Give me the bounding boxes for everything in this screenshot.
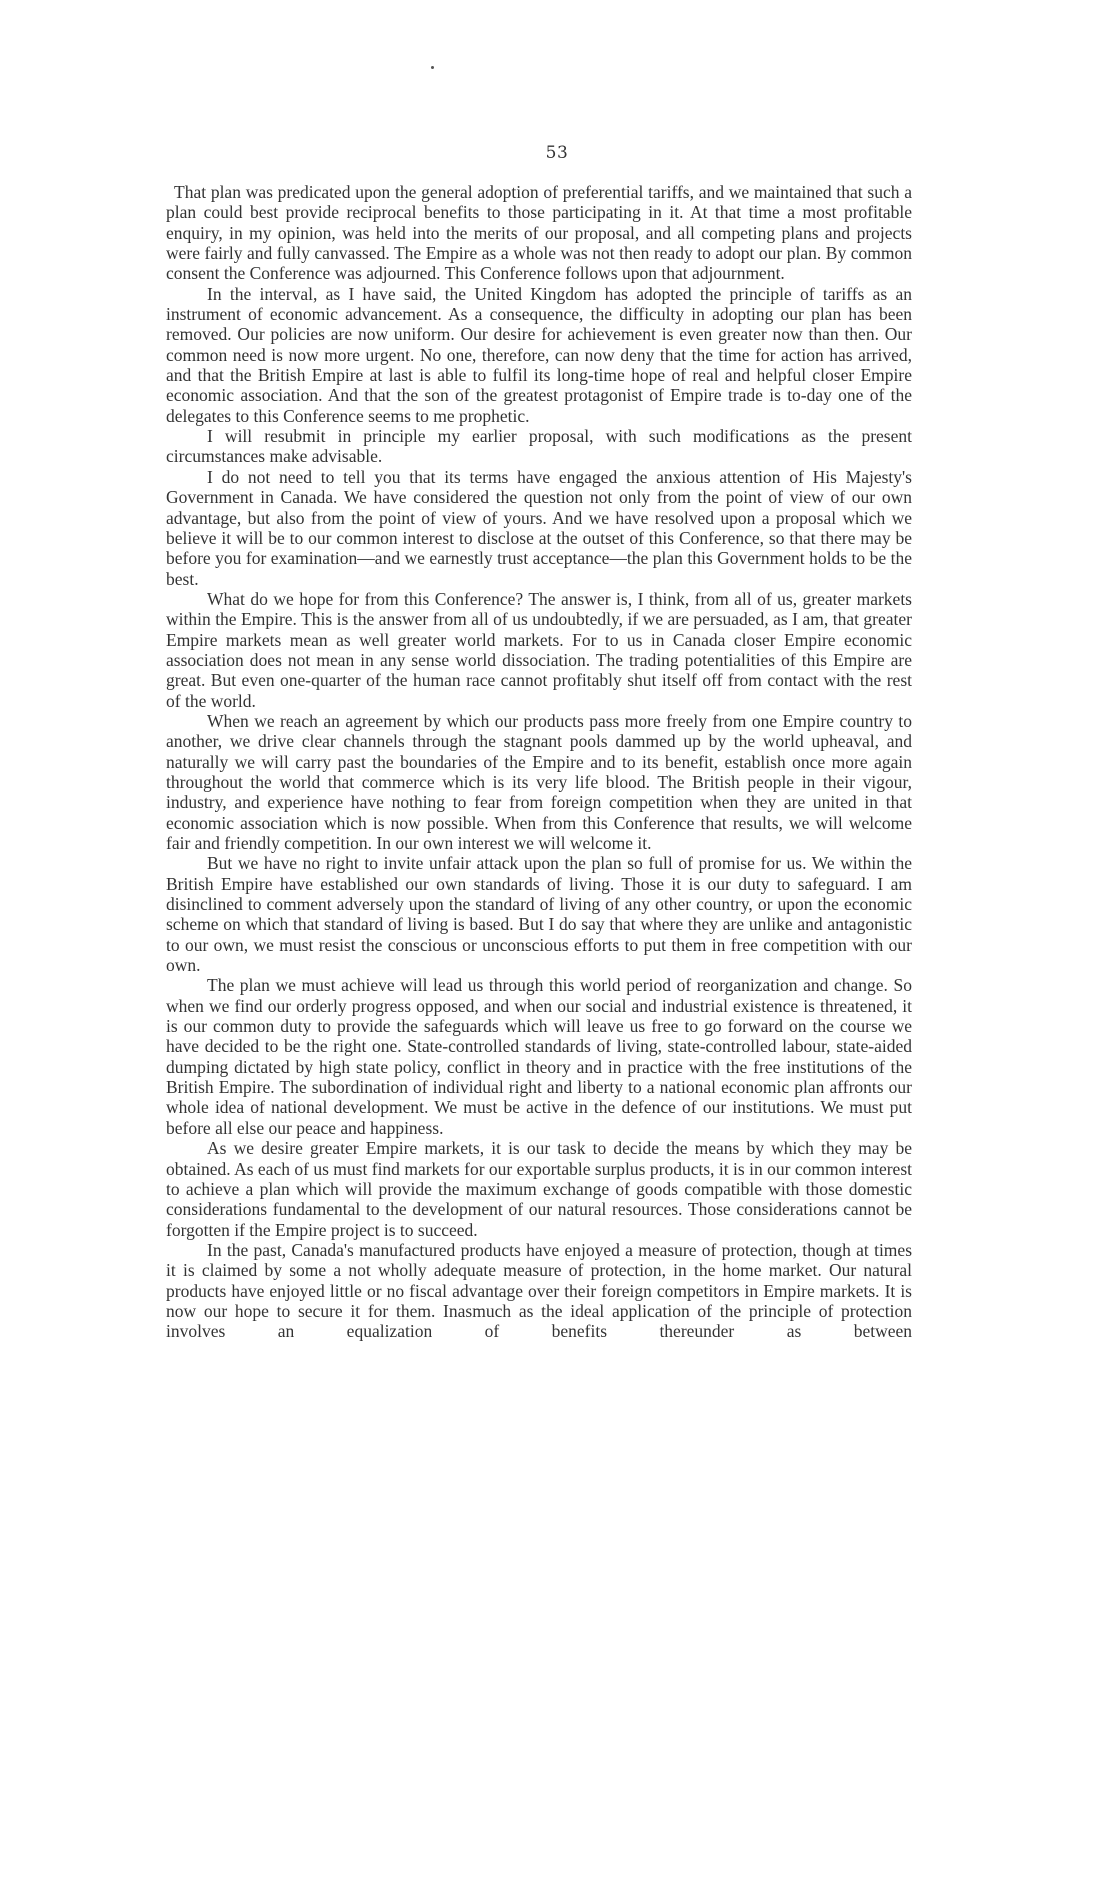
paragraph: The plan we must achieve will lead us through this world period of reorganization and change. So when we find our orderly progress opposed, and when our social and industrial existence is threatened, it is our common duty to provide the safeguards which will leave us free to go forward on the course we have decided to be the right one. State-controlled standards of living, state-controlled labour, state-aided dumping dictated by high state policy, conflict in theory and in practice with the free institutions of the British Empire. The subordination of individual right and liberty to a national economic plan affronts our whole idea of national development. We must be active in the defence of our institutions. We must put before all else our peace and happiness. (166, 975, 912, 1138)
paragraph: In the past, Canada's manufactured products have enjoyed a measure of protection, though at times it is claimed by some a not wholly adequate measure of protection, in the home market. Our natural products have enjoyed little or no fiscal advantage over their foreign competitors in Empire markets. It is now our hope to secure it for them. Inasmuch as the ideal application of the principle of protection involves an equalization of benefits thereunder as between (166, 1239, 912, 1342)
paragraph: In the interval, as I have said, the United Kingdom has adopted the principle of tariffs as an instrument of economic advancement. As a consequence, the difficulty in adopting our plan has been removed. Our policies are now uniform. Our desire for achievement is even greater now than then. Our common need is now more urgent. No one, therefore, can now deny that the time for action has arrived, and that the British Empire at last is able to fulfil its long-time hope of real and helpful closer Empire economic association. And that the son of the greatest protagonist of Empire trade is to-day one of the delegates to this Conference seems to me prophetic. (166, 283, 912, 426)
paragraph: I will resubmit in principle my earlier proposal, with such modifications as the present circumstances make advisable. (166, 426, 912, 467)
stray-ink-mark (431, 66, 434, 69)
paragraph: As we desire greater Empire markets, it is our task to decide the means by which they may be obtained. As each of us must find markets for our exportable surplus products, it is in our common interest to achieve a plan which will provide the maximum exchange of goods compatible with those domestic considerations fundamental to the development of our natural resources. Those considerations cannot be forgotten if the Empire project is to succeed. (166, 1138, 912, 1240)
paragraph: What do we hope for from this Conference? The answer is, I think, from all of us, greater markets within the Empire. This is the answer from all of us undoubtedly, if we are persuaded, as I am, that greater Empire markets mean as well greater world markets. For to us in Canada closer Empire economic association does not mean in any sense world dissociation. The trading potentialities of this Empire are great. But even one-quarter of the human race cannot profitably shut itself off from contact with the rest of the world. (166, 588, 912, 711)
paragraph: That plan was predicated upon the general adoption of preferential tariffs, and we maintained that such a plan could best provide reciprocal benefits to those participating in it. At that time a most profitable enquiry, in my opinion, was held into the merits of our proposal, and all competing plans and projects were fairly and fully canvassed. The Empire as a whole was not then ready to adopt our plan. By common consent the Conference was adjourned. This Conference follows upon that adjournment. (166, 182, 912, 284)
page-number: 53 (545, 143, 569, 163)
body-text (166, 182, 912, 1342)
paragraph: But we have no right to invite unfair attack upon the plan so full of promise for us. We within the British Empire have established our own standards of living. Those it is our duty to safeguard. I am disinclined to comment adversely upon the standard of living of any other country, or upon the economic scheme on which that standard of living is based. But I do say that where they are unlike and antagonistic to our own, we must resist the conscious or unconscious efforts to put them in free competition with our own. (166, 853, 912, 976)
paragraph: I do not need to tell you that its terms have engaged the anxious attention of His Majesty's Government in Canada. We have considered the question not only from the point of view of our own advantage, but also from the point of view of yours. And we have resolved upon a proposal which we believe it will be to our common interest to disclose at the outset of this Conference, so that there may be before you for examination—and we earnestly trust acceptance—the plan this Government holds to be the best. (166, 466, 912, 589)
paragraph: When we reach an agreement by which our products pass more freely from one Empire country to another, we drive clear channels through the stagnant pools dammed up by the world upheaval, and naturally we will carry past the boundaries of the Empire and to its benefit, establish once more again throughout the world that commerce which is its very life blood. The British people in their vigour, industry, and experience have nothing to fear from foreign competition when they are united in that economic association which is now possible. When from this Conference that results, we will welcome fair and friendly competition. In our own interest we will welcome it. (166, 710, 912, 853)
